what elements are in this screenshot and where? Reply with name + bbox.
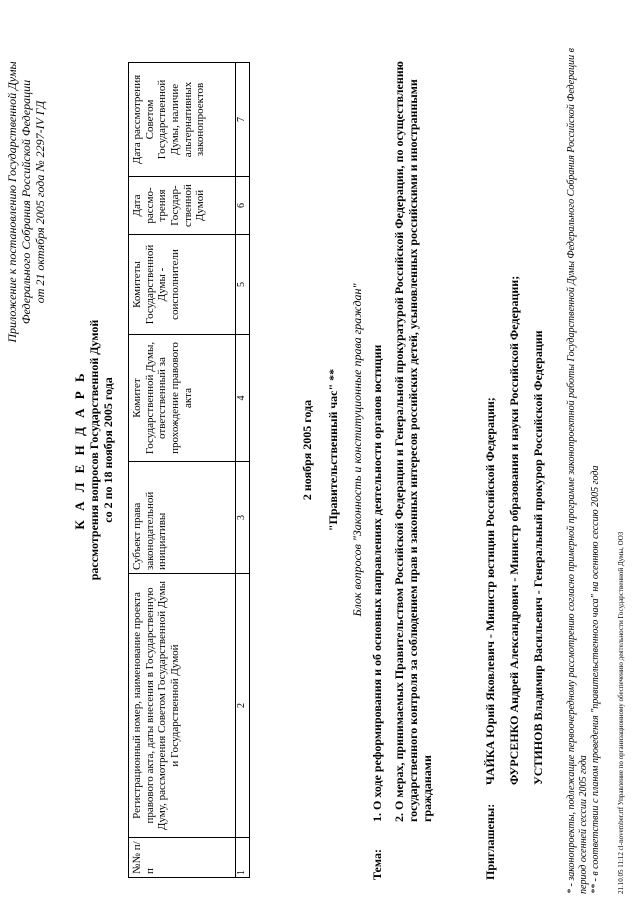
header-cell: №№ п/п xyxy=(129,838,236,878)
column-number: 5 xyxy=(236,235,250,335)
calendar-table xyxy=(128,62,250,878)
column-number: 3 xyxy=(236,462,250,574)
invitee: ЧАЙКА Юрий Яковлевич - Министр юстиции Российской Федерации; xyxy=(483,397,497,785)
approval-line: Федерального Собрания Российской Федерации xyxy=(18,79,33,325)
header-cell: Субъект права законодательной инициативы xyxy=(129,462,236,574)
invited-label: Приглашены: xyxy=(483,803,497,880)
invitee: ФУРСЕНКО Андрей Александрович - Министр образования и науки Российской Федерации; xyxy=(507,275,521,785)
header-cell: Дата рассмотрения Советом Государственной Думы, наличие альтернативных законопроектов xyxy=(129,63,236,177)
document-period: со 2 по 18 ноября 2005 года xyxy=(101,377,115,523)
table-header-row xyxy=(129,63,236,878)
header-cell: Комитеты Государственной Думы - соисполнители xyxy=(129,235,236,335)
table-number-row xyxy=(236,63,250,878)
footnote: ** - в соответствии с планом проведения "правительственного часа" на осеннюю сессию 2005 года xyxy=(590,465,601,894)
approval-line: Приложение к постановлению Государственной Думы xyxy=(5,61,19,343)
column-number: 7 xyxy=(236,63,250,177)
approval-note xyxy=(6,22,47,382)
column-number: 4 xyxy=(236,335,250,462)
topic-item: 2. О мерах, принимаемых Правительством Российской Федерации и Генеральной прокуратурой Российской Федерации, по осуществлению государственного контроля за соблюдением прав и законных интересов российских детей, усыновленных российскими и иностранными гражданами xyxy=(392,61,434,822)
header-cell: Дата рассмо-трения Государ-ственной Думой xyxy=(129,177,236,235)
column-number: 6 xyxy=(236,177,250,235)
topic-label: Тема: xyxy=(370,849,384,880)
header-cell: Комитет Государственной Думы, ответственный за прохождение правового акта xyxy=(129,335,236,462)
government-hour-heading: "Правительственный час" ** xyxy=(326,368,340,532)
topic-item: 1. О ходе реформирования и об основных направлениях деятельности органов юстиции xyxy=(370,344,384,822)
column-number: 1 xyxy=(236,838,250,878)
approval-line: от 21 октября 2005 года № 2297-IV ГД xyxy=(32,100,47,304)
document-subtitle: рассмотрения вопросов Государственной Думой xyxy=(87,319,101,581)
invitee: УСТИНОВ Владимир Васильевич - Генеральный прокурор Российской Федерации xyxy=(531,330,545,785)
document-title: К А Л Е Н Д А Р Ь xyxy=(72,370,87,530)
question-block: Блок вопросов "Законность и конституционные права граждан" xyxy=(350,283,364,617)
session-date: 2 ноября 2005 года xyxy=(300,399,314,501)
footer-meta: 21.10.05 11:12 cl-november.rtf Управление по организационному обеспечению деятельности Государственной Думы, ООЗ xyxy=(617,531,625,894)
header-cell: Регистрационный номер, наименование проекта правового акта, даты внесения в Государственную Думу, рассмотрения Советом Государственной Думы и Государственной Думой xyxy=(129,574,236,838)
column-number: 2 xyxy=(236,574,250,838)
footnote: * - законопроекты, подлежащие первоочередному рассмотрению согласно примерной программе законопроектной работы Государственной Думы Федерального Собрания Российской Федерации в период осенней сессии 2005 года xyxy=(566,48,589,894)
